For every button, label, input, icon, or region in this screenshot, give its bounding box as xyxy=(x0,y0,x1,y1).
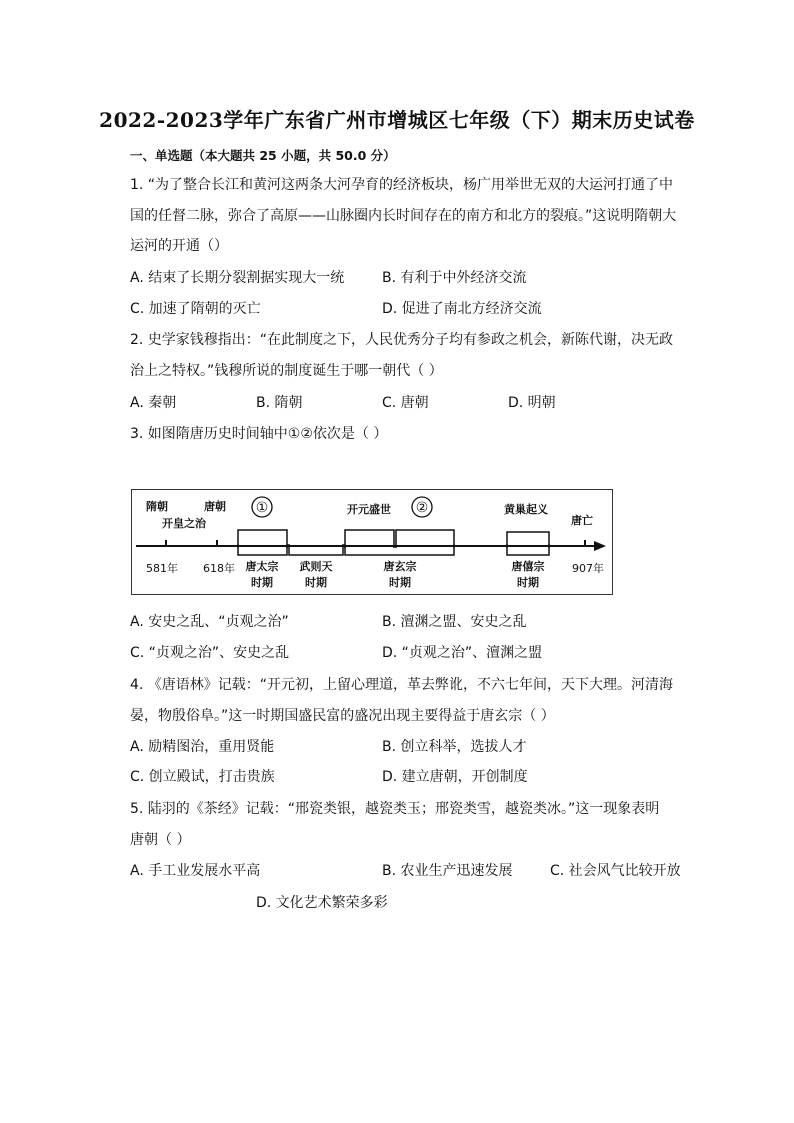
q5-option-c[interactable]: C. 社会风气比较开放 xyxy=(550,863,681,879)
question-5-line-1: 5. 陆羽的《茶经》记载：“邢瓷类银，越瓷类玉；邢瓷类雪，越瓷类冰。”这一现象表明 xyxy=(130,801,660,817)
q5-option-d[interactable]: D. 文化艺术繁荣多彩 xyxy=(256,895,388,911)
label-tang-fall: 唐亡 xyxy=(571,514,593,527)
q1-option-c[interactable]: C. 加速了隋朝的灭亡 xyxy=(130,301,261,317)
year-907: 907年 xyxy=(572,562,604,575)
q2-option-d[interactable]: D. 明朝 xyxy=(508,395,556,411)
label-sui: 隋朝 xyxy=(146,500,168,513)
question-2-line-1: 2. 史学家钱穆指出：“在此制度之下，人民优秀分子均有参政之机会，新陈代谢，决无政 xyxy=(130,332,674,348)
q2-option-a[interactable]: A. 秦朝 xyxy=(130,395,177,411)
label-huangchao: 黄巢起义 xyxy=(504,503,548,516)
q1-option-a[interactable]: A. 结束了长期分裂割据实现大一统 xyxy=(130,270,345,286)
q3-option-d[interactable]: D. “贞观之治”、澶渊之盟 xyxy=(382,645,543,661)
label-xizong: 唐僖宗 xyxy=(511,560,545,573)
q4-option-d[interactable]: D. 建立唐朝，开创制度 xyxy=(382,769,528,785)
q1-option-d[interactable]: D. 促进了南北方经济交流 xyxy=(382,301,542,317)
q3-option-b[interactable]: B. 澶渊之盟、安史之乱 xyxy=(382,614,527,630)
question-1-line-1: 1. “为了整合长江和黄河这两条大河孕育的经济板块，杨广用举世无双的大运河打通了中 xyxy=(130,177,674,193)
question-4-line-2: 晏，物殷俗阜。”这一时期国盛民富的盛况出现主要得益于唐玄宗（ ） xyxy=(130,708,555,724)
label-tang: 唐朝 xyxy=(204,500,226,513)
q3-option-c[interactable]: C. “贞观之治”、安史之乱 xyxy=(130,645,290,661)
label-wuzetian-period: 时期 xyxy=(305,576,327,589)
timeline-arrow-icon xyxy=(594,541,606,551)
q5-option-b[interactable]: B. 农业生产迅速发展 xyxy=(382,863,513,879)
question-4-line-1: 4. 《唐语林》记载：“开元初，上留心理道，革去弊讹，不六七年间，天下大理。河清海 xyxy=(130,677,674,693)
q2-option-b[interactable]: B. 隋朝 xyxy=(256,395,303,411)
q3-option-a[interactable]: A. 安史之乱、“贞观之治” xyxy=(130,614,289,630)
year-581: 581年 xyxy=(146,562,178,575)
label-taizong: 唐太宗 xyxy=(245,560,279,573)
label-2: ② xyxy=(415,500,429,516)
question-5-line-2: 唐朝（ ） xyxy=(130,832,191,848)
question-3-line-1: 3. 如图隋唐历史时间轴中①②依次是（ ） xyxy=(130,426,388,442)
label-xuanzong-period: 时期 xyxy=(389,576,411,589)
label-wuzetian: 武则天 xyxy=(299,560,333,573)
label-taizong-period: 时期 xyxy=(251,576,273,589)
q1-option-b[interactable]: B. 有利于中外经济交流 xyxy=(382,270,527,286)
year-618: 618年 xyxy=(203,562,235,575)
q5-option-a[interactable]: A. 手工业发展水平高 xyxy=(130,863,261,879)
q4-option-a[interactable]: A. 励精图治，重用贤能 xyxy=(130,739,275,755)
label-kaihuang: 开皇之治 xyxy=(162,517,206,530)
question-1-line-2: 国的任督二脉，弥合了高原——山脉圈内长时间存在的南方和北方的裂痕。”这说明隋朝大 xyxy=(130,208,677,224)
section-heading: 一、单选题（本大题共 25 小题，共 50.0 分） xyxy=(130,148,396,163)
label-xuanzong: 唐玄宗 xyxy=(383,560,417,573)
question-1-line-3: 运河的开通（） xyxy=(130,238,228,254)
q4-option-c[interactable]: C. 创立殿试，打击贵族 xyxy=(130,769,275,785)
timeline-svg xyxy=(132,490,611,593)
label-kaiyuan: 开元盛世 xyxy=(347,503,391,516)
tang-timeline-figure xyxy=(131,489,613,595)
label-1: ① xyxy=(255,500,269,516)
q2-option-c[interactable]: C. 唐朝 xyxy=(382,395,429,411)
question-2-line-2: 治上之特权。”钱穆所说的制度诞生于哪一朝代（ ） xyxy=(130,363,443,379)
q4-option-b[interactable]: B. 创立科举，选拔人才 xyxy=(382,739,527,755)
label-xizong-period: 时期 xyxy=(517,576,539,589)
page-title: 2022-2023学年广东省广州市增城区七年级（下）期末历史试卷 xyxy=(99,108,695,132)
